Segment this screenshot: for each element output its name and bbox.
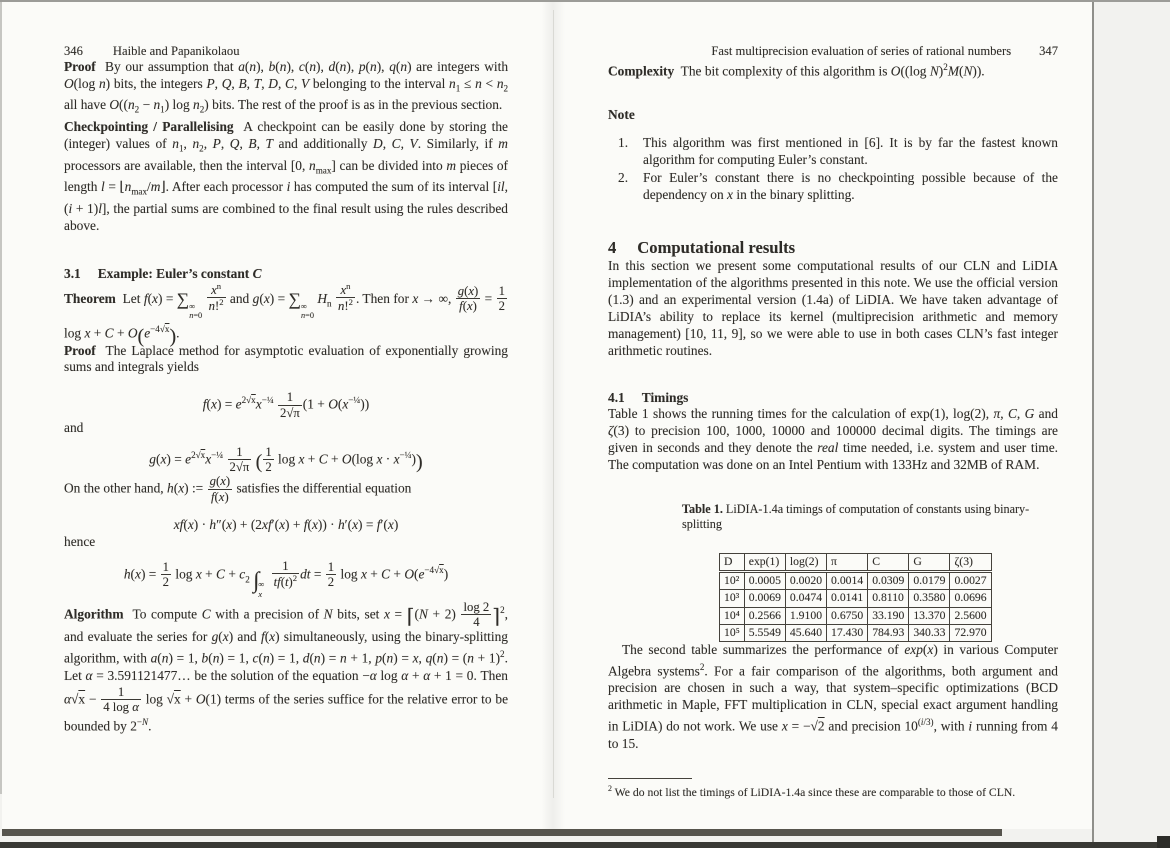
table-cell: 72.970 — [950, 624, 991, 641]
footnote-rule — [608, 778, 692, 779]
table-cell: 784.93 — [868, 624, 909, 641]
table-cell: 17.430 — [827, 624, 868, 641]
section-4-intro-paragraph: In this section we present some computational results of our CLN and LiDIA implementation of the algorithms presented in this note. We use the official version (1.3) and an experimental version (1.4a) of LiDIA. We have taken advantage of LiDIA’s ability to replace its kernel (multiprecision arithmetic and memory management) [10, 11, 9], so we were able to use in both cases CLN’s fast integer arithmetic routines. — [608, 258, 1058, 358]
and-connector: and — [64, 419, 84, 435]
table-cell: 0.0309 — [868, 572, 909, 590]
table-cell: 0.0014 — [827, 572, 868, 590]
section-4-heading — [608, 238, 1058, 258]
note-1-number: 1. — [618, 135, 629, 151]
page-number-right: 347 — [1039, 44, 1058, 58]
table-row — [720, 624, 992, 641]
complexity-paragraph: Complexity The bit complexity of this algorithm is O((log N)$^2$M(N)). — [608, 62, 985, 79]
table-cell: 0.6750 — [827, 607, 868, 624]
formula-h: h(x) = $\frac{1}{2}$ $\log x + C + c_2$ ∫ ∞ x $\frac{1}{tf(t)^2}$ dt = $\frac{1}{2}$ $\log x + C + O(e^{-4√x})$ — [123, 558, 449, 600]
note-heading: Note — [608, 107, 635, 123]
algorithm-paragraph: Algorithm To compute C with a precision of N bits, set x = ⌈(N + 2) $\frac{\log 2}{4}$ ⌉$^2$, and evaluate the series for g(x) and f(x) simultaneously, using the binary-splitting algorithm, with a(n) = 1, b(n) = 1, c(n) = 1, d(n) = n + 1, p(n) = x, $q(n) = (n + 1)^2$. Let α = 3.591121477… be the solution of the equation −α log α + α + 1 = 0. Then α√x − $\frac{1}{\text{4 log α}}$ log √x + O(1) terms of the series suffice for the relative error to be bounded by $2^{-N}$. — [64, 599, 509, 734]
table-cell: 0.2566 — [744, 607, 785, 624]
section-4-title: Computational results — [637, 238, 796, 257]
table-cell: 13.370 — [909, 607, 950, 624]
table-row — [720, 590, 992, 607]
table-cell: 33.190 — [868, 607, 909, 624]
table-column-header: C — [868, 554, 909, 572]
table-cell: 10³ — [720, 590, 745, 607]
section-4-1-number: 4.1 — [608, 390, 625, 406]
section-4-1-title: Timings — [641, 390, 689, 406]
note-2-text: For Euler’s constant there is no checkpointing possible because of the dependency on x in the binary splitting. — [643, 170, 1058, 203]
formula-differential-equation: xf(x) · h″(x) + (2xf′(x) + f(x)) · h′(x) = f′(x) — [173, 516, 399, 532]
table-cell: 10² — [720, 572, 745, 590]
table-column-header: ζ(3) — [950, 554, 991, 572]
laplace-proof-paragraph: Proof The Laplace method for asymptotic evaluation of exponentially growing sums and integrals yields — [64, 342, 508, 375]
table-column-header: G — [909, 554, 950, 572]
page-right-edge — [1092, 2, 1094, 842]
running-head-right — [608, 44, 1058, 59]
formula-f: $f(x) = e^{2√x}x^{-\frac{1}{4}}$ $\frac{1}{2√\pi}$ $(1 + O(x^{-\frac{1}{4}}))$ — [202, 390, 370, 420]
note-list — [608, 135, 1058, 204]
running-head-title-right: Fast multiprecision evaluation of series of rational numbers — [711, 44, 1012, 58]
note-1-text: This algorithm was first mentioned in [6]. It is by far the fastest known algorithm for computing Euler’s constant. — [643, 135, 1058, 168]
note-item-1 — [618, 135, 1058, 169]
table-column-header: π — [827, 554, 868, 572]
section-4-number: 4 — [608, 238, 617, 257]
footnote: $^2$ We do not list the timings of LiDIA-1.4a since these are comparable to those of CLN. — [608, 784, 1016, 800]
table-column-header: log(2) — [785, 554, 826, 572]
timings-table — [719, 553, 1058, 642]
table-cell: 0.0069 — [744, 590, 785, 607]
table-1-caption: Table 1. LiDIA-1.4a timings of computation of constants using binary-splitting — [682, 502, 1030, 532]
page-346 — [2, 2, 553, 829]
section-4-1-heading — [608, 389, 1058, 406]
table-cell: 0.8110 — [868, 590, 909, 607]
table-cell: 0.0141 — [827, 590, 868, 607]
table-cell: 0.0020 — [785, 572, 826, 590]
table-column-header: D — [720, 554, 745, 572]
table-header-row — [720, 554, 992, 572]
table-cell: 5.5549 — [744, 624, 785, 641]
table-cell: 340.33 — [909, 624, 950, 641]
hence-connector: hence — [64, 533, 96, 549]
note-2-number: 2. — [618, 170, 629, 186]
table-column-header: exp(1) — [744, 554, 785, 572]
table-row — [720, 607, 992, 624]
table-cell: 0.0696 — [950, 590, 991, 607]
theorem-paragraph: Theorem Let f(x) = ∑ ∞ n=0 $\frac{x^n}{n!^2}$ and g(x) = ∑ ∞ n=0 $H_n$ $\frac{x^n}{n!^2}$ . Then for x → ∞, $\frac{g(x)}{f(x)}$ = $\frac{1}{2}$ $\log x + C + O(e^{-4√x})$. — [64, 280, 505, 348]
table-cell: 10⁴ — [720, 607, 745, 624]
formula-g: $g(x) = e^{2√x}x^{-\frac{1}{4}}$ $\frac{1}{2√\pi}$ ( $\frac{1}{2}$ log x + C + O(log $x \cdot x^{-\frac{1}{4}}$)) — [149, 444, 423, 474]
checkpointing-paragraph: Checkpointing / Parallelising A checkpoint can be easily done by storing the (integer) values of $n_1$, $n_2$, P, Q, B, T and additionally D, C, V. Similarly, if m processors are available, then the interval [0, $n_{max}$] can be divided into m pieces of length $l = ⌊n_{max}/m⌋$. After each processor i has computed the sum of its interval [il, (i + 1)l], the partial sums are combined to the final result using the rules described above. — [64, 119, 508, 233]
table-cell: 0.0474 — [785, 590, 826, 607]
other-hand-paragraph: On the other hand, h(x) := $\frac{g(x)}{f(x)}$ satisfies the differential equation — [64, 474, 412, 504]
running-head-left — [64, 44, 508, 59]
note-item-2 — [618, 170, 1058, 204]
table-cell: 45.640 — [785, 624, 826, 641]
proof-paragraph-1: Proof By our assumption that a(n), b(n), c(n), d(n), p(n), q(n) are integers with O(log n) bits, the integers P, Q, B, T, D, C, V belonging to the interval $n_1 \le n < n_2$ all have $O((n_2 - n_1)$ $\log n_2$) bits. The rest of the proof is as in the previous section. — [64, 59, 509, 116]
page-number-left: 346 — [64, 44, 83, 58]
table-cell: 1.9100 — [785, 607, 826, 624]
timings-paragraph: Table 1 shows the running times for the calculation of exp(1), log(2), π, C, G and ζ(3) to precision 100, 1000, 10000 and 100000 decimal digits. The timings are given in seconds and they denote the real time needed, i.e. system and user time. The computation was done on an Intel Pentium with 133Hz and 32MB of RAM. — [608, 406, 1059, 473]
table-row — [720, 572, 992, 590]
running-head-title-left: Haible and Papanikolaou — [112, 44, 240, 58]
table-cell: 0.0005 — [744, 572, 785, 590]
table-cell: 2.5600 — [950, 607, 991, 624]
section-3-1-heading — [64, 265, 508, 282]
page-347 — [553, 2, 1092, 829]
scan-corner-mark — [1157, 836, 1170, 848]
second-table-paragraph: The second table summarizes the performance of exp(x) in various Computer Algebra systems$^2$. For a fair comparison of the algorithms, both argument and precision are chosen in such a way, that system–specific optimizations (BCD arithmetic in Maple, FFT multiplication in CLN, special exact argument handling in LiDIA) do not work. We use x = −√2 and precision $10^{(i/3)}$, with i running from 4 to 15. — [608, 642, 1058, 751]
scan-shadow-bar-lower — [0, 842, 1170, 848]
section-3-1-number: 3.1 — [64, 265, 81, 281]
table-cell: 0.3580 — [909, 590, 950, 607]
section-3-1-title: Example: Euler’s constant C — [97, 265, 262, 281]
table-cell: 10⁵ — [720, 624, 745, 641]
scan-shadow-bar-upper — [2, 829, 1002, 836]
page-gutter-line — [553, 10, 554, 798]
table-cell: 0.0027 — [950, 572, 991, 590]
table-cell: 0.0179 — [909, 572, 950, 590]
